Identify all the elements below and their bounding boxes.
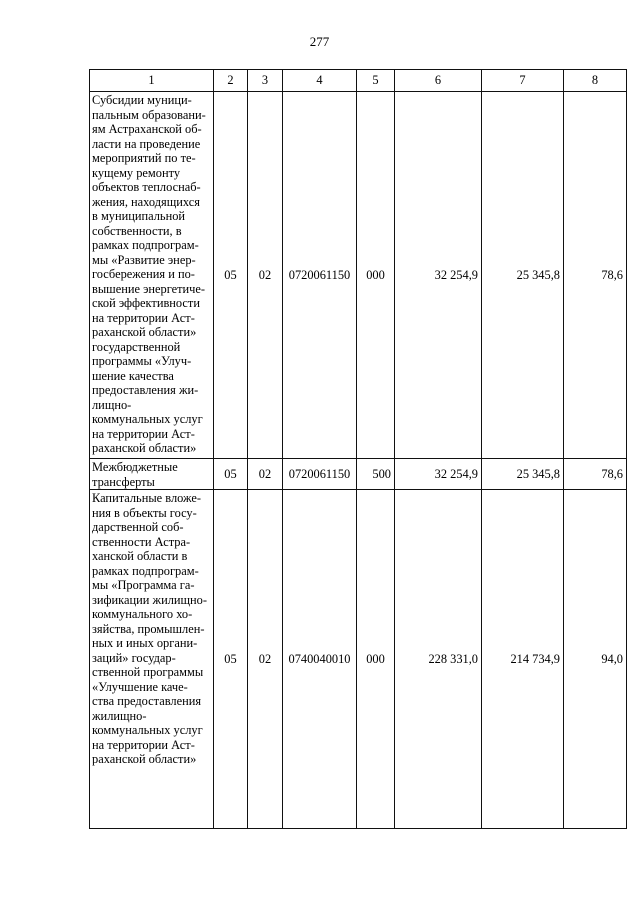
column-header: 4 — [283, 70, 357, 92]
name-line: ных и иных органи- — [92, 636, 198, 650]
name-line: Межбюджетные — [92, 460, 178, 474]
name-line: ственности Астра- — [92, 534, 191, 549]
column-header: 7 — [482, 70, 564, 92]
execution-percent-cell: 94,0 — [564, 490, 627, 829]
table-row — [90, 92, 627, 459]
row-name-cell — [90, 490, 214, 829]
name-line: ства предоставления — [92, 694, 202, 708]
name-line: на территории Аст- — [92, 310, 195, 325]
name-line: в муниципальной — [92, 209, 186, 223]
name-line: коммунальных услуг — [92, 723, 203, 737]
table-row — [90, 459, 627, 490]
name-line: мы «Программа га- — [92, 578, 195, 592]
name-line: предоставления жи- — [92, 383, 199, 397]
planned-amount-cell: 32 254,9 — [395, 92, 482, 459]
name-line: заций» государ- — [92, 650, 176, 665]
subsection-code-cell: 02 — [248, 92, 283, 459]
executed-amount-cell: 25 345,8 — [482, 92, 564, 459]
page-number: 277 — [309, 34, 330, 49]
name-line: программы «Улуч- — [92, 354, 192, 368]
name-line: раханской области» — [92, 441, 197, 455]
expense-type-cell: 000 — [357, 92, 395, 459]
name-line: ния в объекты госу- — [92, 505, 197, 520]
name-line: «Улучшение каче- — [92, 679, 188, 694]
name-line: зификации жилищно- — [92, 592, 208, 607]
name-line: пальным образовани- — [92, 107, 206, 122]
name-line: раханской области» — [92, 325, 197, 339]
name-line: коммунального хо- — [92, 607, 193, 621]
column-header: 8 — [564, 70, 627, 92]
name-line: ханской области в — [92, 549, 188, 563]
name-line: вышение энергетиче- — [92, 281, 206, 296]
execution-percent-cell: 78,6 — [564, 92, 627, 459]
planned-amount-cell: 32 254,9 — [395, 459, 482, 490]
name-line: кущему ремонту — [92, 165, 181, 180]
name-line: на территории Аст- — [92, 737, 195, 752]
execution-percent-cell: 78,6 — [564, 459, 627, 490]
name-line: мы «Развитие энер- — [92, 252, 196, 267]
name-line: коммунальных услуг — [92, 412, 203, 426]
name-line: собственности, в — [92, 223, 182, 238]
column-header: 6 — [395, 70, 482, 92]
executed-amount-cell: 25 345,8 — [482, 459, 564, 490]
executed-amount-cell: 214 734,9 — [482, 490, 564, 829]
column-header: 1 — [90, 70, 214, 92]
name-line: шение качества — [92, 368, 174, 383]
name-line: дарственной соб- — [92, 520, 184, 534]
column-header: 3 — [248, 70, 283, 92]
row-name-cell — [90, 459, 214, 490]
name-line: госбережения и по- — [92, 267, 195, 281]
name-line: лищно- — [92, 397, 132, 412]
row-name-cell — [90, 92, 214, 459]
name-line: раханской области» — [92, 752, 197, 766]
name-line: объектов теплоснаб- — [92, 180, 201, 194]
section-code-cell: 05 — [214, 459, 248, 490]
column-header: 2 — [214, 70, 248, 92]
table-row — [90, 490, 627, 829]
subsection-code-cell: 02 — [248, 459, 283, 490]
name-line: жилищно- — [92, 708, 147, 723]
name-line: Субсидии муници- — [92, 93, 192, 107]
name-line: на территории Аст- — [92, 426, 195, 441]
expense-type-cell: 000 — [357, 490, 395, 829]
name-line: ственной программы — [92, 665, 204, 679]
name-line: зяйства, промышлен- — [92, 621, 205, 636]
expense-type-cell: 500 — [357, 459, 395, 490]
target-article-cell: 0740040010 — [283, 490, 357, 829]
name-line: жения, находящихся — [92, 194, 200, 209]
table-header-row — [90, 70, 627, 92]
subsection-code-cell: 02 — [248, 490, 283, 829]
name-line: Капитальные вложе- — [92, 491, 202, 505]
budget-table — [89, 69, 627, 829]
name-line: рамках подпрограм- — [92, 238, 199, 252]
target-article-cell: 0720061150 — [283, 92, 357, 459]
section-code-cell: 05 — [214, 92, 248, 459]
target-article-cell: 0720061150 — [283, 459, 357, 490]
name-line: ской эффективности — [92, 296, 200, 310]
name-line: рамках подпрограм- — [92, 563, 199, 578]
name-line: мероприятий по те- — [92, 151, 196, 165]
name-line: государственной — [92, 339, 181, 354]
name-line: ям Астраханской об- — [92, 122, 202, 136]
name-line: ласти на проведение — [92, 136, 201, 151]
column-header: 5 — [357, 70, 395, 92]
section-code-cell: 05 — [214, 490, 248, 829]
planned-amount-cell: 228 331,0 — [395, 490, 482, 829]
name-line: трансферты — [92, 474, 155, 489]
